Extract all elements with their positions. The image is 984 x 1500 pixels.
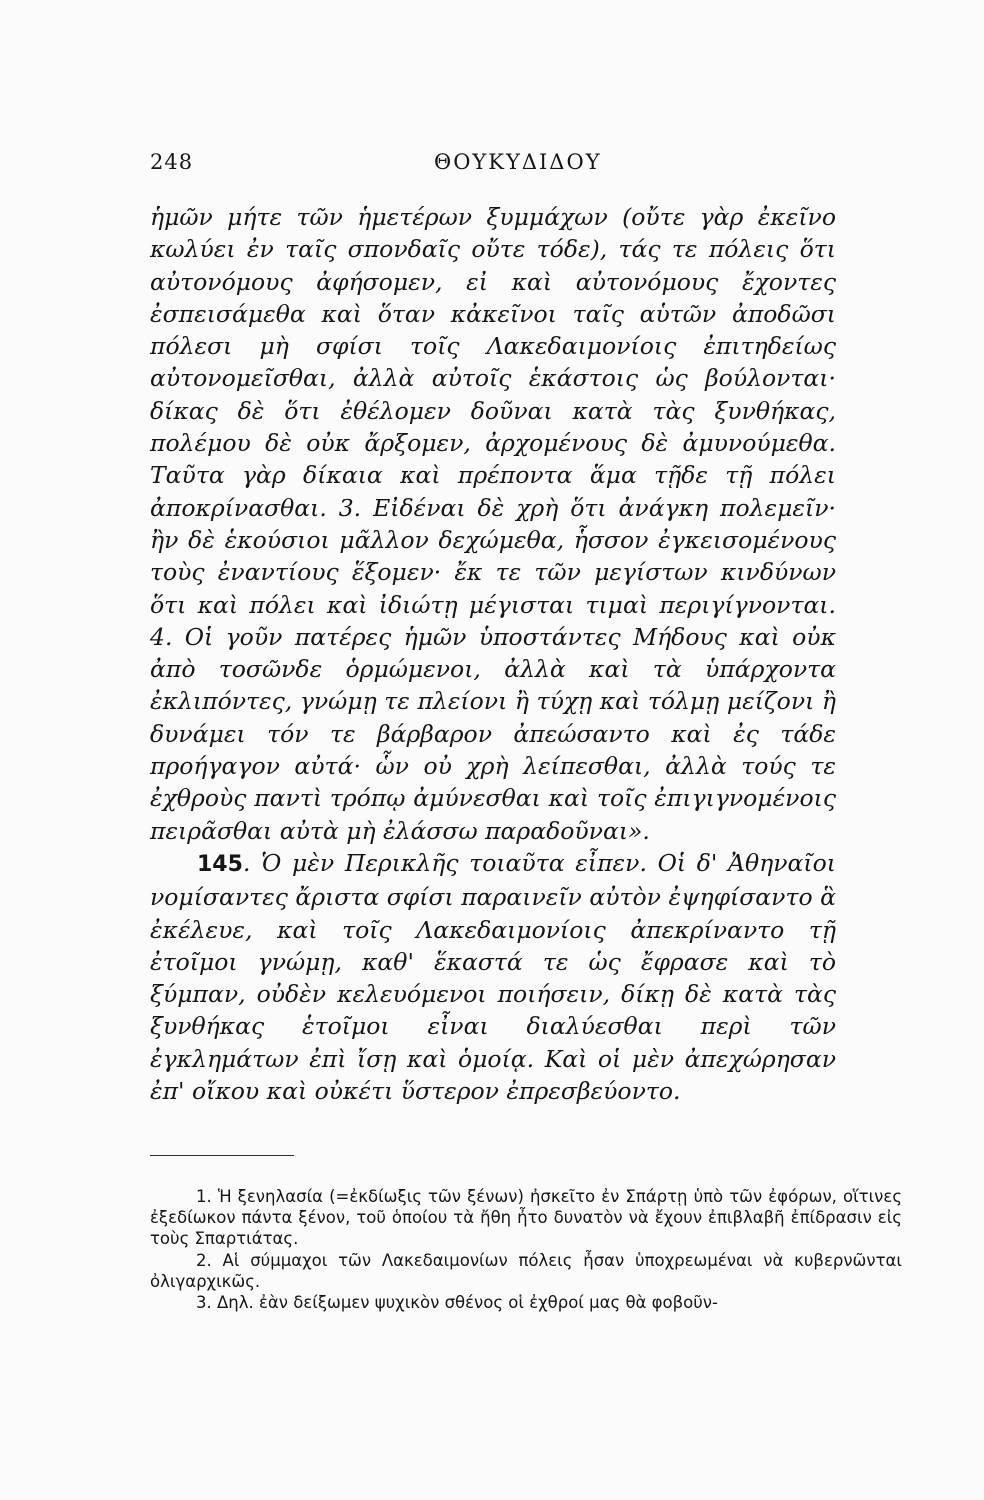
page-number: 248 xyxy=(150,150,194,174)
footnote-3: 3. Δηλ. ἐὰν δείξωμεν ψυχικὸν σθένος οἱ ἐχθροί μας θὰ φοβοῦν- xyxy=(196,1293,718,1313)
footnote-2: 2. Αἱ σύμμαχοι τῶν Λακεδαιμονίων πόλεις ἦσαν ὑποχρεωμέναι νὰ κυβερνῶνται ὀλιγαρχικῶς. xyxy=(150,1250,902,1291)
footnotes xyxy=(150,1186,902,1313)
main-text xyxy=(150,201,836,1107)
footnote-1: 1. Ἡ ξενηλασία (=ἐκδίωξις τῶν ξένων) ἠσκεῖτο ἐν Σπάρτῃ ὑπὸ τῶν ἐφόρων, οἵτινες ἐξεδίωκον πάντα ξένον, τοῦ ὁποίου τὰ ἤθη ἦτο δυνατὸν νὰ ἔχουν ἐπιβλαβῆ ἐπίδρασιν εἰς τοὺς Σπαρτιάτας. xyxy=(150,1187,902,1249)
chapter-number: 145 xyxy=(197,851,243,877)
paragraph-1: ἡμῶν μήτε τῶν ἡμετέρων ξυμμάχων (οὔτε γὰρ ἐκεῖνο κωλύει ἐν ταῖς σπονδαῖς οὔτε τόδε), τάς τε πόλεις ὅτι αὐτονόμους ἀφήσομεν, εἰ καὶ αὐτονόμους ἔχοντες ἐσπεισάμεθα καὶ ὅταν κἀκεῖνοι ταῖς αὑτῶν ἀποδῶσι πόλεσι μὴ σφίσι τοῖς Λακεδαιμονίοις ἐπιτηδείως αὐτονομεῖσθαι, ἀλλὰ αὐτοῖς ἑκάστοις ὡς βούλονται· δίκας δὲ ὅτι ἐθέλομεν δοῦναι κατὰ τὰς ξυνθήκας, πολέμου δὲ οὐκ ἄρξομεν, ἀρχομένους δὲ ἀμυνούμεθα. Ταῦτα γὰρ δίκαια καὶ πρέποντα ἅμα τῇδε τῇ πόλει ἀποκρίνασθαι. 3. Εἰδέναι δὲ χρὴ ὅτι ἀνάγκη πολεμεῖν· ἢν δὲ ἑκούσιοι μᾶλλον δεχώμεθα, ἧσσον ἐγκεισομένους τοὺς ἐναντίους ἕξομεν· ἔκ τε τῶν μεγίστων κινδύνων ὅτι καὶ πόλει καὶ ἰδιώτῃ μέγισται τιμαὶ περιγίγνονται. 4. Οἱ γοῦν πατέρες ἡμῶν ὑποστάντες Μήδους καὶ οὐκ ἀπὸ τοσῶνδε ὁρμώμενοι, ἀλλὰ καὶ τὰ ὑπάρχοντα ἐκλιπόντες, γνώμῃ τε πλείονι ἢ τύχῃ καὶ τόλμῃ μείζονι ἢ δυνάμει τόν τε βάρβαρον ἀπεώσαντο καὶ ἐς τάδε προήγαγον αὐτά· ὧν οὐ χρὴ λείπεσθαι, ἀλλὰ τούς τε ἐχθροὺς παντὶ τρόπῳ ἀμύνεσθαι καὶ τοῖς ἐπιγιγνομένοις πειρᾶσθαι αὐτὰ μὴ ἐλάσσω παραδοῦναι». xyxy=(150,203,836,845)
paragraph-2 xyxy=(150,847,836,1107)
running-title: ΘΟΥΚΥΔΙΔΟΥ xyxy=(434,150,602,174)
footnote-separator xyxy=(150,1155,294,1156)
paragraph-2-text: . Ὁ μὲν Περικλῆς τοιαῦτα εἶπεν. Οἱ δ' Ἀθηναῖοι νομίσαντες ἄριστα σφίσι παραινεῖν αὐτὸν ἐψηφίσαντο ἃ ἐκέλευε, καὶ τοῖς Λακεδαιμονίοις ἀπεκρίναντο τῇ ἐτοῖμοι γνώμῃ, καθ' ἕκαστά τε ὡς ἔφρασε καὶ τὸ ξύμπαν, οὐδὲν κελευόμενοι ποιήσειν, δίκῃ δὲ κατὰ τὰς ξυνθήκας ἑτοῖμοι εἶναι διαλύεσθαι περὶ τῶν ἐγκλημάτων ἐπὶ ἴσῃ καὶ ὁμοίᾳ. Καὶ οἱ μὲν ἀπεχώρησαν ἐπ' οἴκου καὶ οὐκέτι ὕστερον ἐπρεσβεύοντο. xyxy=(150,848,836,1106)
page-header xyxy=(150,150,836,180)
